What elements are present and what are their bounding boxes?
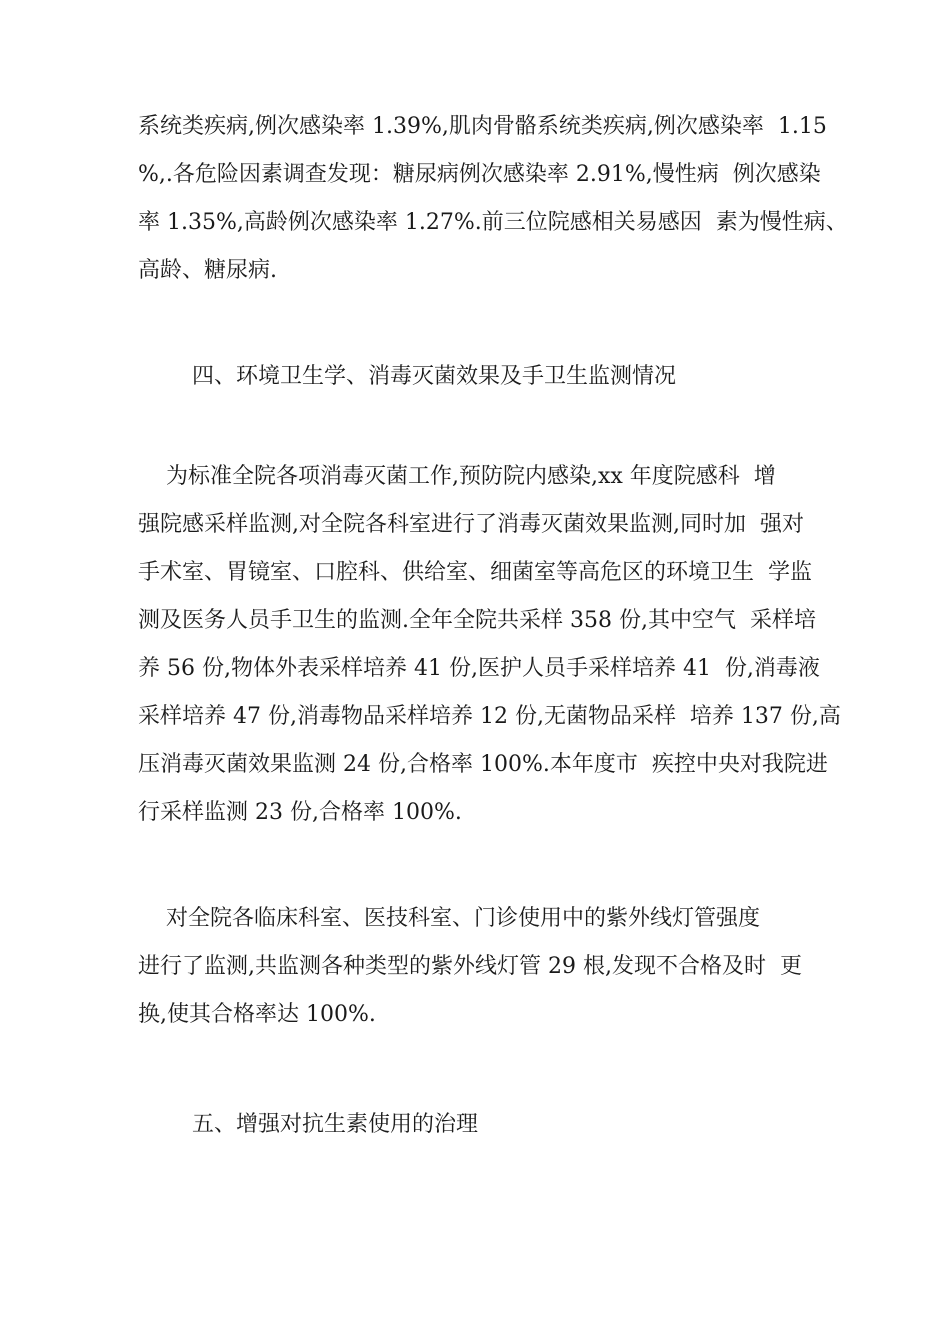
section-heading-5: 五、增强对抗生素使用的治理 [192, 1112, 479, 1137]
para3-line-2: 进行了监测,共监测各种类型的紫外线灯管 29 根,发现不合格及时 更 [138, 954, 802, 979]
para2-line-7: 压消毒灭菌效果监测 24 份,合格率 100%.本年度市 疾控中央对我院进 [138, 752, 828, 777]
para2-line-1: 为标准全院各项消毒灭菌工作,预防院内感染,xx 年度院感科 增 [138, 464, 776, 489]
para1-line-2: %,.各危险因素调查发现：糖尿病例次感染率 2.91%,慢性病 例次感染 [138, 162, 821, 187]
para2-line-3: 手术室、胃镜室、口腔科、供给室、细菌室等高危区的环境卫生 学监 [138, 560, 812, 585]
para2-line-2: 强院感采样监测,对全院各科室进行了消毒灭菌效果监测,同时加 强对 [138, 512, 804, 537]
para1-line-1: 系统类疾病,例次感染率 1.39%,肌肉骨骼系统类疾病,例次感染率 1.15 [138, 114, 827, 139]
para3-line-1: 对全院各临床科室、医技科室、门诊使用中的紫外线灯管强度 [138, 906, 760, 931]
section-heading-4: 四、环境卫生学、消毒灭菌效果及手卫生监测情况 [192, 364, 677, 389]
para1-line-4: 高龄、糖尿病. [138, 258, 277, 283]
para2-line-6: 采样培养 47 份,消毒物品采样培养 12 份,无菌物品采样 培养 137 份,高 [138, 704, 841, 729]
para1-line-3: 率 1.35%,高龄例次感染率 1.27%.前三位院感相关易感因 素为慢性病、 [138, 210, 848, 235]
para3-line-3: 换,使其合格率达 100%. [138, 1002, 376, 1027]
para2-line-5: 养 56 份,物体外表采样培养 41 份,医护人员手采样培养 41 份,消毒液 [138, 656, 820, 681]
para2-line-8: 行采样监测 23 份,合格率 100%. [138, 800, 462, 825]
para2-line-4: 测及医务人员手卫生的监测.全年全院共采样 358 份,其中空气 采样培 [138, 608, 816, 633]
